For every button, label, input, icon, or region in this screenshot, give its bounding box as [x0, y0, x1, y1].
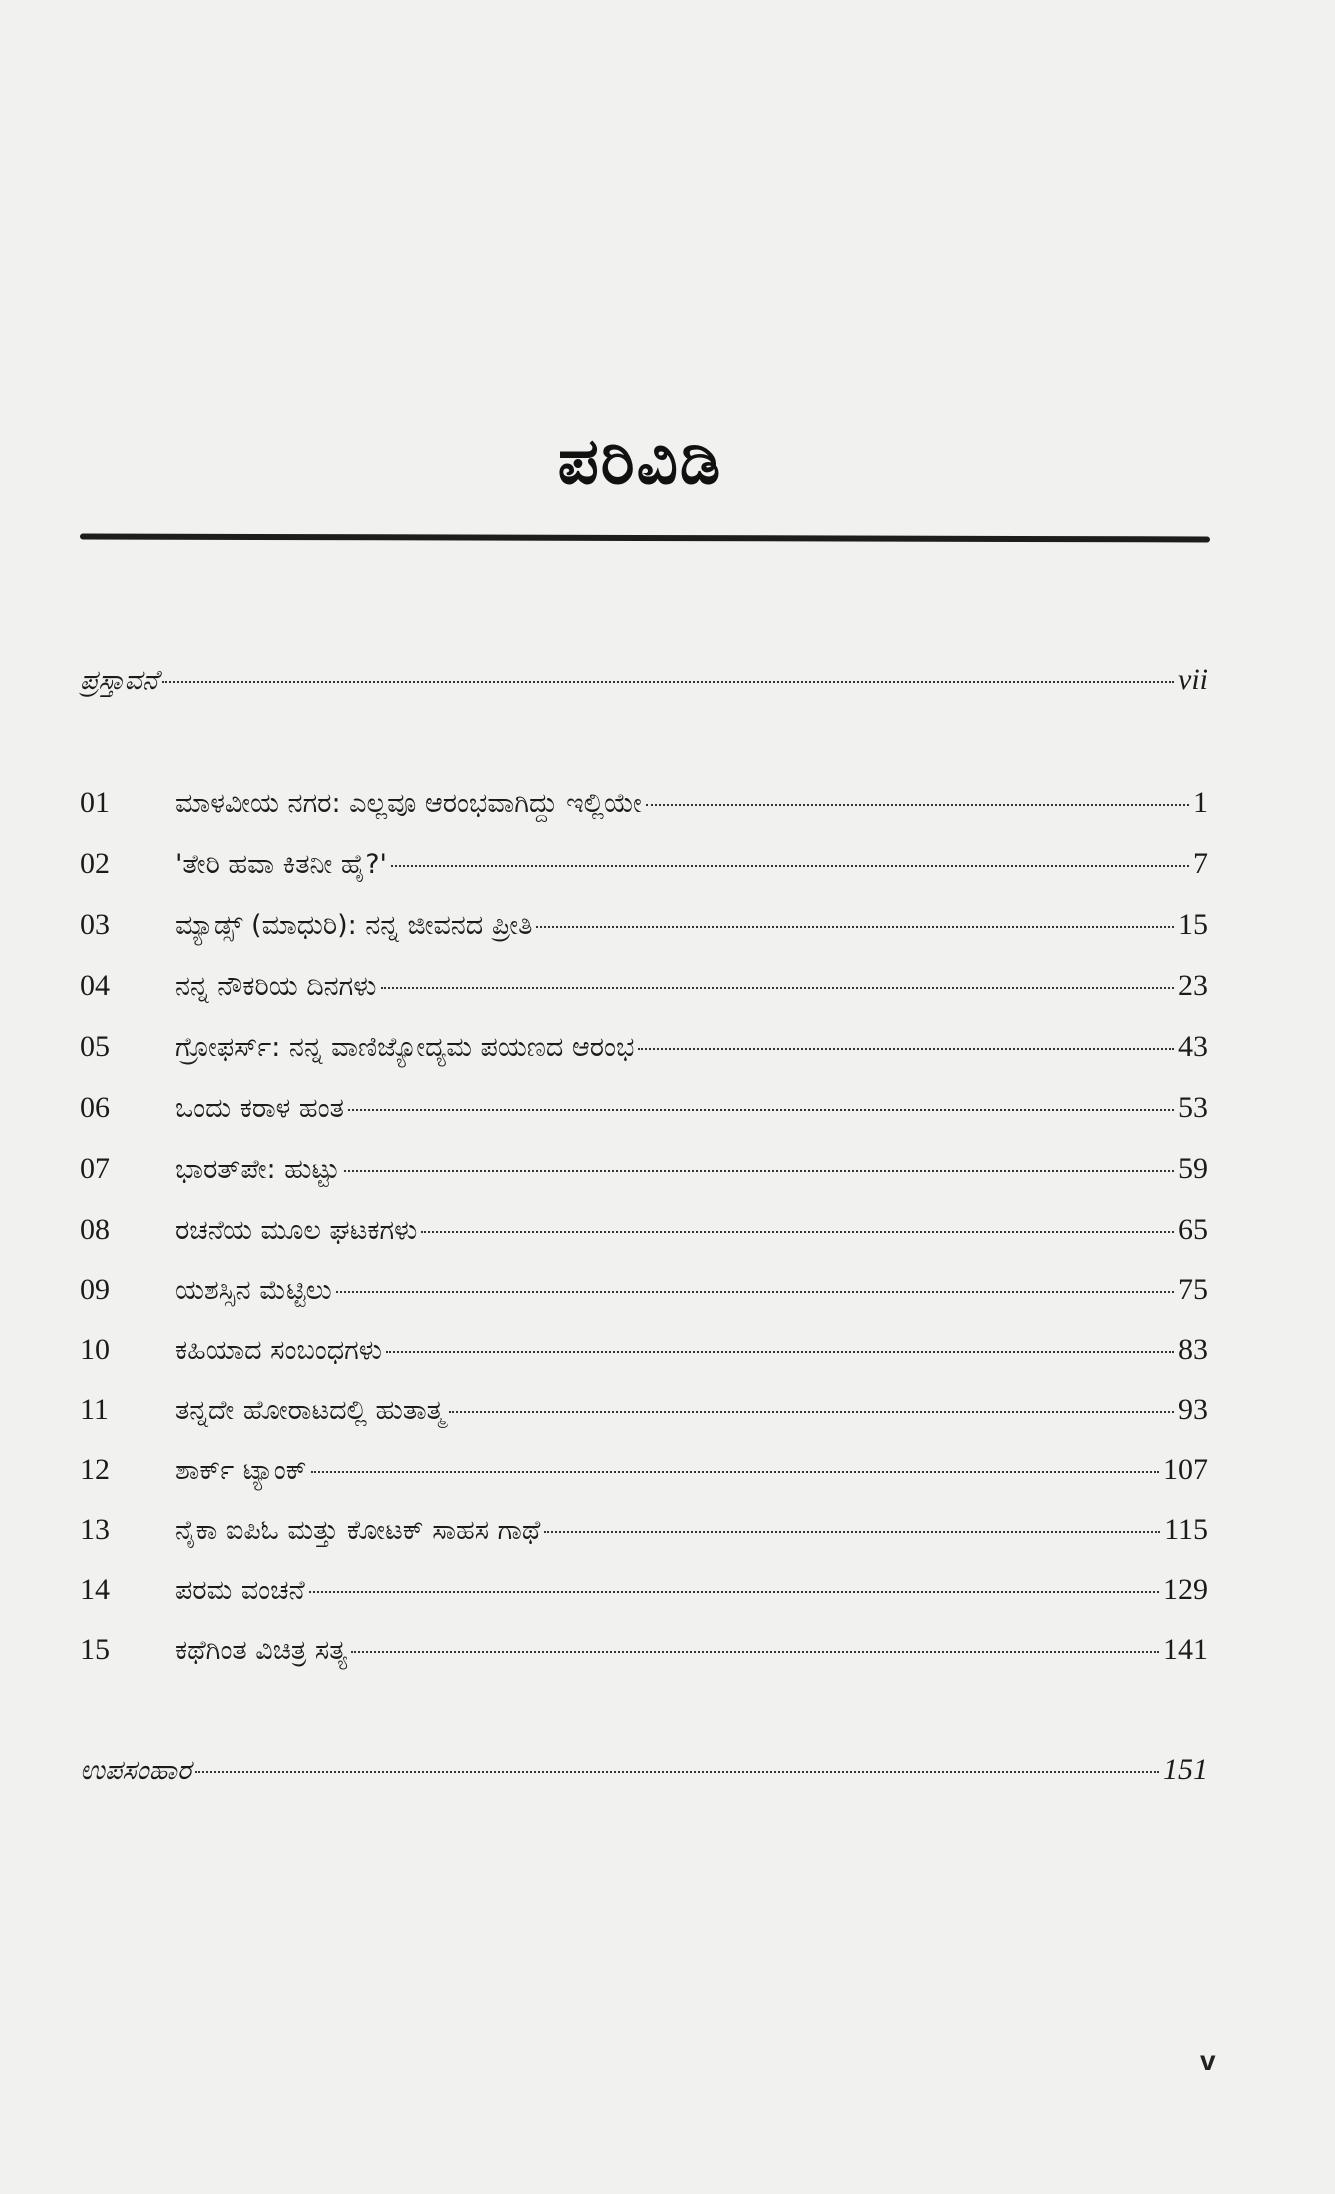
page-folio: v	[1200, 2045, 1216, 2076]
chapter-title: ನೈಕಾ ಐಪಿಓ ಮತ್ತು ಕೋಟಕ್ ಸಾಹಸ ಗಾಥೆ	[175, 1515, 541, 1546]
chapter-page: 129	[1163, 1573, 1208, 1606]
toc-entry-chapter	[80, 1633, 1208, 1677]
chapter-page: 1	[1193, 786, 1208, 819]
chapter-page: 15	[1178, 908, 1208, 941]
chapter-title: ನನ್ನ ನೌಕರಿಯ ದಿನಗಳು	[175, 971, 377, 1002]
dot-leader	[348, 1109, 1174, 1111]
chapter-number: 03	[80, 908, 110, 941]
chapter-number: 05	[80, 1030, 110, 1063]
toc-entry-chapter	[80, 908, 1208, 952]
toc-entry-chapter	[80, 1152, 1208, 1196]
chapter-title: ಪರಮ ವಂಚನೆ	[175, 1575, 305, 1606]
chapter-number: 08	[80, 1213, 110, 1246]
dot-leader	[381, 987, 1174, 989]
dot-leader	[449, 1411, 1174, 1413]
toc-entry-chapter	[80, 1213, 1208, 1257]
dot-leader	[336, 1291, 1174, 1293]
chapter-title: ಒಂದು ಕರಾಳ ಹಂತ	[175, 1093, 344, 1124]
chapter-number: 07	[80, 1152, 110, 1185]
chapter-page: 53	[1178, 1091, 1208, 1124]
chapter-number: 14	[80, 1573, 110, 1606]
dot-leader	[421, 1231, 1174, 1233]
toc-entry-epilogue	[80, 1753, 1208, 1797]
chapter-number: 11	[80, 1393, 109, 1426]
chapter-title: ಗ್ರೋಫರ್ಸ್: ನನ್ನ ವಾಣಿಜ್ಯೋದ್ಯಮ ಪಯಣದ ಆರಂಭ	[175, 1032, 635, 1063]
toc-entry-chapter	[80, 969, 1208, 1013]
toc-entry-chapter	[80, 786, 1208, 830]
chapter-page: 115	[1164, 1513, 1208, 1546]
chapter-number: 02	[80, 847, 110, 880]
toc-entry-chapter	[80, 1453, 1208, 1497]
chapter-number: 10	[80, 1333, 110, 1366]
dot-leader	[646, 804, 1189, 806]
chapter-number: 06	[80, 1091, 110, 1124]
chapter-page: 141	[1163, 1633, 1208, 1666]
dot-leader	[344, 1170, 1174, 1172]
toc-entry-chapter	[80, 847, 1208, 891]
dot-leader	[544, 1531, 1160, 1533]
toc-entry-label: ಪ್ರಸ್ತಾವನೆ	[80, 665, 159, 696]
chapter-page: 43	[1178, 1030, 1208, 1063]
chapter-number: 09	[80, 1273, 110, 1306]
chapter-page: 59	[1178, 1152, 1208, 1185]
title-rule	[80, 534, 1210, 543]
chapter-number: 04	[80, 969, 110, 1002]
toc-entry-preface	[80, 663, 1208, 707]
chapter-title: 'ತೇರಿ ಹವಾ ಕಿತನೀ ಹೈ?'	[175, 849, 387, 880]
chapter-title: ಭಾರತ್‌ಪೇ: ಹುಟ್ಟು	[175, 1154, 340, 1185]
toc-entry-chapter	[80, 1573, 1208, 1617]
chapter-title: ತನ್ನದೇ ಹೋರಾಟದಲ್ಲಿ ಹುತಾತ್ಮ	[175, 1395, 445, 1426]
dot-leader	[309, 1591, 1159, 1593]
dot-leader	[386, 1351, 1174, 1353]
page-title: ಪರಿವಿಡಿ	[557, 425, 723, 499]
toc-entry-chapter	[80, 1091, 1208, 1135]
chapter-title: ರಚನೆಯ ಮೂಲ ಘಟಕಗಳು	[175, 1215, 418, 1246]
dot-leader	[351, 1651, 1159, 1653]
dot-leader	[311, 1471, 1159, 1473]
chapter-title: ಮಾಳವೀಯ ನಗರ: ಎಲ್ಲವೂ ಆರಂಭವಾಗಿದ್ದು ಇಲ್ಲಿಯೇ	[175, 788, 642, 819]
dot-leader	[162, 681, 1174, 683]
dot-leader	[391, 865, 1189, 867]
chapter-page: 83	[1178, 1333, 1208, 1366]
toc-entry-label: ಉಪಸಂಹಾರ	[80, 1755, 192, 1786]
chapter-title: ಕಥೆಗಿಂತ ವಿಚಿತ್ರ ಸತ್ಯ	[175, 1635, 348, 1666]
chapter-title: ಮ್ಯಾಡ್ಸ್ (ಮಾಧುರಿ): ನನ್ನ ಜೀವನದ ಪ್ರೀತಿ	[175, 910, 533, 941]
toc-entry-page: 151	[1163, 1753, 1208, 1786]
toc-entry-chapter	[80, 1513, 1208, 1557]
toc-entry-chapter	[80, 1273, 1208, 1317]
chapter-title: ಕಹಿಯಾದ ಸಂಬಂಧಗಳು	[175, 1335, 383, 1366]
chapter-page: 7	[1193, 847, 1208, 880]
chapter-number: 15	[80, 1633, 110, 1666]
dot-leader	[638, 1048, 1174, 1050]
toc-entry-chapter	[80, 1030, 1208, 1074]
toc-entry-page: vii	[1178, 663, 1208, 696]
chapter-page: 107	[1163, 1453, 1208, 1486]
chapter-page: 93	[1178, 1393, 1208, 1426]
chapter-title: ಯಶಸ್ಸಿನ ಮೆಟ್ಟಿಲು	[175, 1275, 332, 1306]
chapter-title: ಶಾರ್ಕ್ ಟ್ಯಾಂಕ್	[175, 1455, 307, 1486]
chapter-page: 23	[1178, 969, 1208, 1002]
chapter-number: 13	[80, 1513, 110, 1546]
dot-leader	[195, 1771, 1159, 1773]
chapter-number: 12	[80, 1453, 110, 1486]
chapter-number: 01	[80, 786, 110, 819]
chapter-page: 65	[1178, 1213, 1208, 1246]
toc-entry-chapter	[80, 1333, 1208, 1377]
chapter-page: 75	[1178, 1273, 1208, 1306]
dot-leader	[536, 926, 1174, 928]
toc-entry-chapter	[80, 1393, 1208, 1437]
